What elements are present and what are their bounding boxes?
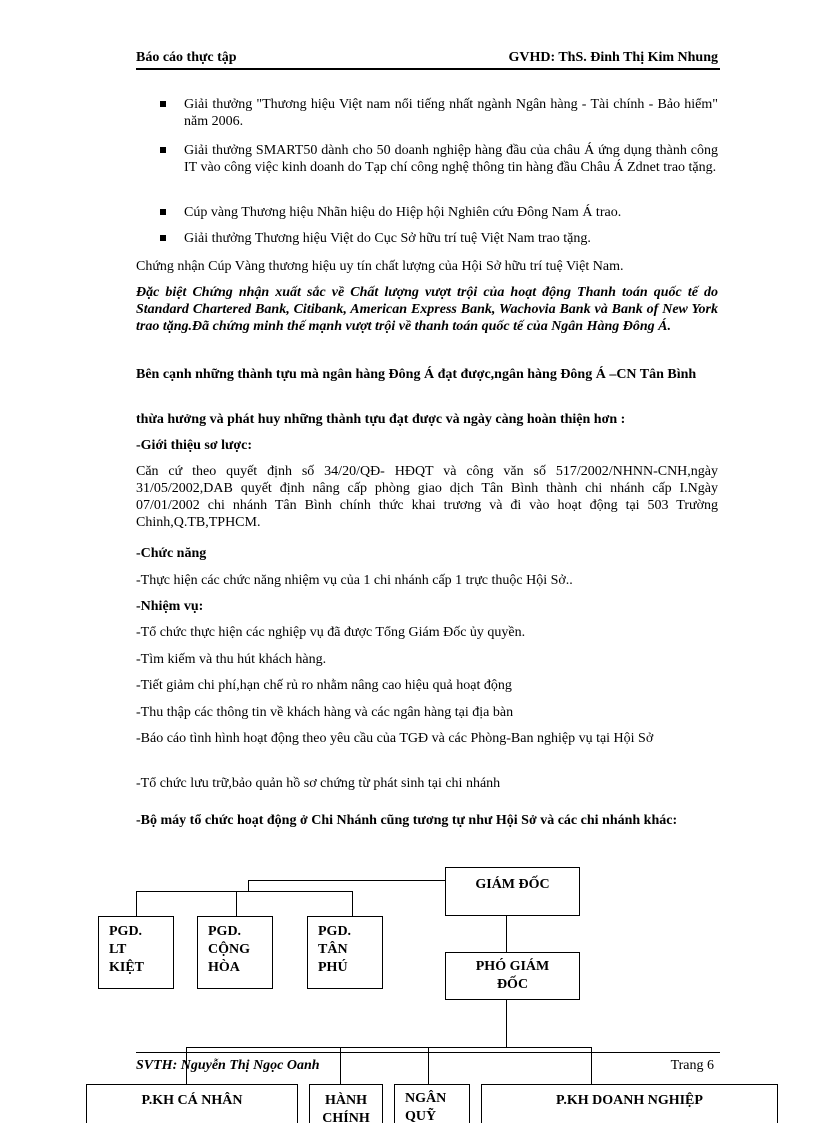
org-label: HÀNH CHÍNH: [322, 1093, 370, 1126]
duty-heading: -Nhiệm vụ:: [136, 599, 204, 614]
connector-line: [352, 891, 353, 916]
paragraph-cert: Chứng nhận Cúp Vàng thương hiệu uy tín chất lượng của Hội Sở hữu trí tuệ Việt Nam.: [136, 259, 624, 274]
connector-line: [248, 880, 445, 881]
org-label: PGD. TÂN PHÚ: [318, 924, 352, 975]
bullet-item: Cúp vàng Thương hiệu Nhãn hiệu do Hiệp hội Nghiên cứu Đông Nam Á trao.: [184, 205, 622, 220]
org-box-hanh-chinh: [309, 1084, 383, 1126]
duty-item: -Tổ chức lưu trữ,bảo quản hồ sơ chứng từ phát sinh tại chi nhánh: [136, 776, 501, 791]
bullet-icon: [160, 101, 166, 107]
org-label: PGD. LT KIỆT: [109, 924, 145, 975]
bullet-item: Giải thưởng "Thương hiệu Việt nam nổi tiếng nhất ngành Ngân hàng - Tài chính - Bảo hiểm" năm 2006.: [184, 97, 718, 129]
org-box-pgd-lt-kiet: [98, 916, 174, 989]
org-label: GIÁM ĐỐC: [475, 877, 550, 892]
header-right: GVHD: ThS. Đinh Thị Kim Nhung: [508, 50, 718, 65]
connector-line: [506, 916, 507, 952]
org-box-deputy: [445, 952, 580, 1000]
bullet-icon: [160, 209, 166, 215]
org-box-director: [445, 867, 580, 916]
paragraph-besides: Bên cạnh những thành tựu mà ngân hàng Đông Á đạt được,ngân hàng Đông Á –CN Tân Bình: [136, 367, 697, 382]
org-label: PGD. CỘNG HÒA: [208, 924, 250, 975]
connector-line: [248, 880, 249, 891]
org-label: PHÓ GIÁM ĐỐC: [475, 959, 550, 992]
org-box-pgd-tan-phu: [307, 916, 383, 989]
org-box-kh-ca-nhan: [86, 1084, 298, 1123]
intro-heading: -Giới thiệu sơ lược:: [136, 438, 253, 453]
bullet-item: Giải thưởng SMART50 dành cho 50 doanh nghiệp hàng đầu của châu Á ứng dụng thành công IT vào công việc kinh doanh do Tạp chí công nghệ thông tin hàng đầu Châu Á Zdnet trao tặng.: [184, 143, 718, 175]
connector-line: [236, 891, 237, 916]
duty-item: -Tìm kiếm và thu hút khách hàng.: [136, 652, 327, 667]
org-label: P.KH CÁ NHÂN: [141, 1093, 243, 1108]
org-box-kh-doanh-nghiep: [481, 1084, 778, 1123]
footer-right: Trang 6: [670, 1058, 714, 1073]
footer-rule: [136, 1052, 720, 1053]
header-rule: [136, 68, 720, 70]
bullet-icon: [160, 235, 166, 241]
org-label: NGÂN QUỸ: [405, 1091, 447, 1124]
org-heading: -Bộ máy tổ chức hoạt động ở Chi Nhánh cũng tương tự như Hội Sở và các chi nhánh khác:: [136, 813, 678, 828]
duty-item: -Báo cáo tình hình hoạt động theo yêu cầu của TGĐ và các Phòng-Ban nghiệp vụ tại Hội Sở: [136, 731, 654, 746]
duty-item: -Tiết giảm chi phí,hạn chế rủ ro nhằm nâng cao hiệu quả hoạt động: [136, 678, 512, 693]
connector-line: [136, 891, 353, 892]
org-box-pgd-cong-hoa: [197, 916, 273, 989]
connector-line: [136, 891, 137, 916]
connector-line: [186, 1047, 592, 1048]
function-body: -Thực hiện các chức năng nhiệm vụ của 1 chi nhánh cấp 1 trực thuộc Hội Sở..: [136, 573, 573, 588]
function-heading: -Chức năng: [136, 546, 207, 561]
bullet-icon: [160, 147, 166, 153]
header-left: Báo cáo thực tập: [136, 50, 237, 65]
bullet-item: Giải thưởng Thương hiệu Việt do Cục Sở hữu trí tuệ Việt Nam trao tặng.: [184, 231, 591, 246]
connector-line: [506, 1000, 507, 1047]
footer-left: SVTH: Nguyễn Thị Ngọc Oanh: [136, 1058, 320, 1073]
org-label: P.KH DOANH NGHIỆP: [556, 1093, 703, 1108]
intro-body: Căn cứ theo quyết định số 34/20/QĐ- HĐQT và công văn số 517/2002/NHNN-CNH,ngày 31/05/2002,DAB quyết định nâng cấp phòng giao dịch Tân Bình thành chi nhánh cấp I.Ngày 07/01/2002 chi nhánh Tân Bình chính thức khai trương và đi vào hoạt động tại 503 Trường Chinh,Q.TB,TPHCM.: [136, 464, 718, 530]
duty-item: -Tổ chức thực hiện các nghiệp vụ đã được Tổng Giám Đốc ủy quyền.: [136, 625, 526, 640]
duty-item: -Thu thập các thông tin về khách hàng và các ngân hàng tại địa bàn: [136, 705, 514, 720]
paragraph-inherit: thừa hưởng và phát huy những thành tựu đạt được và ngày càng hoàn thiện hơn :: [136, 412, 626, 427]
org-box-ngan-quy: [394, 1084, 470, 1123]
paragraph-special: Đặc biệt Chứng nhận xuất sắc về Chất lượng vượt trội của hoạt động Thanh toán quốc tế do Standard Chartered Bank, Citibank, American Express Bank, Wachovia Bank và Bank of New York trao tặng.Đã chứng minh thế mạnh vượt trội về thanh toán quốc tế của Ngân Hàng Đông Á.: [136, 285, 718, 334]
